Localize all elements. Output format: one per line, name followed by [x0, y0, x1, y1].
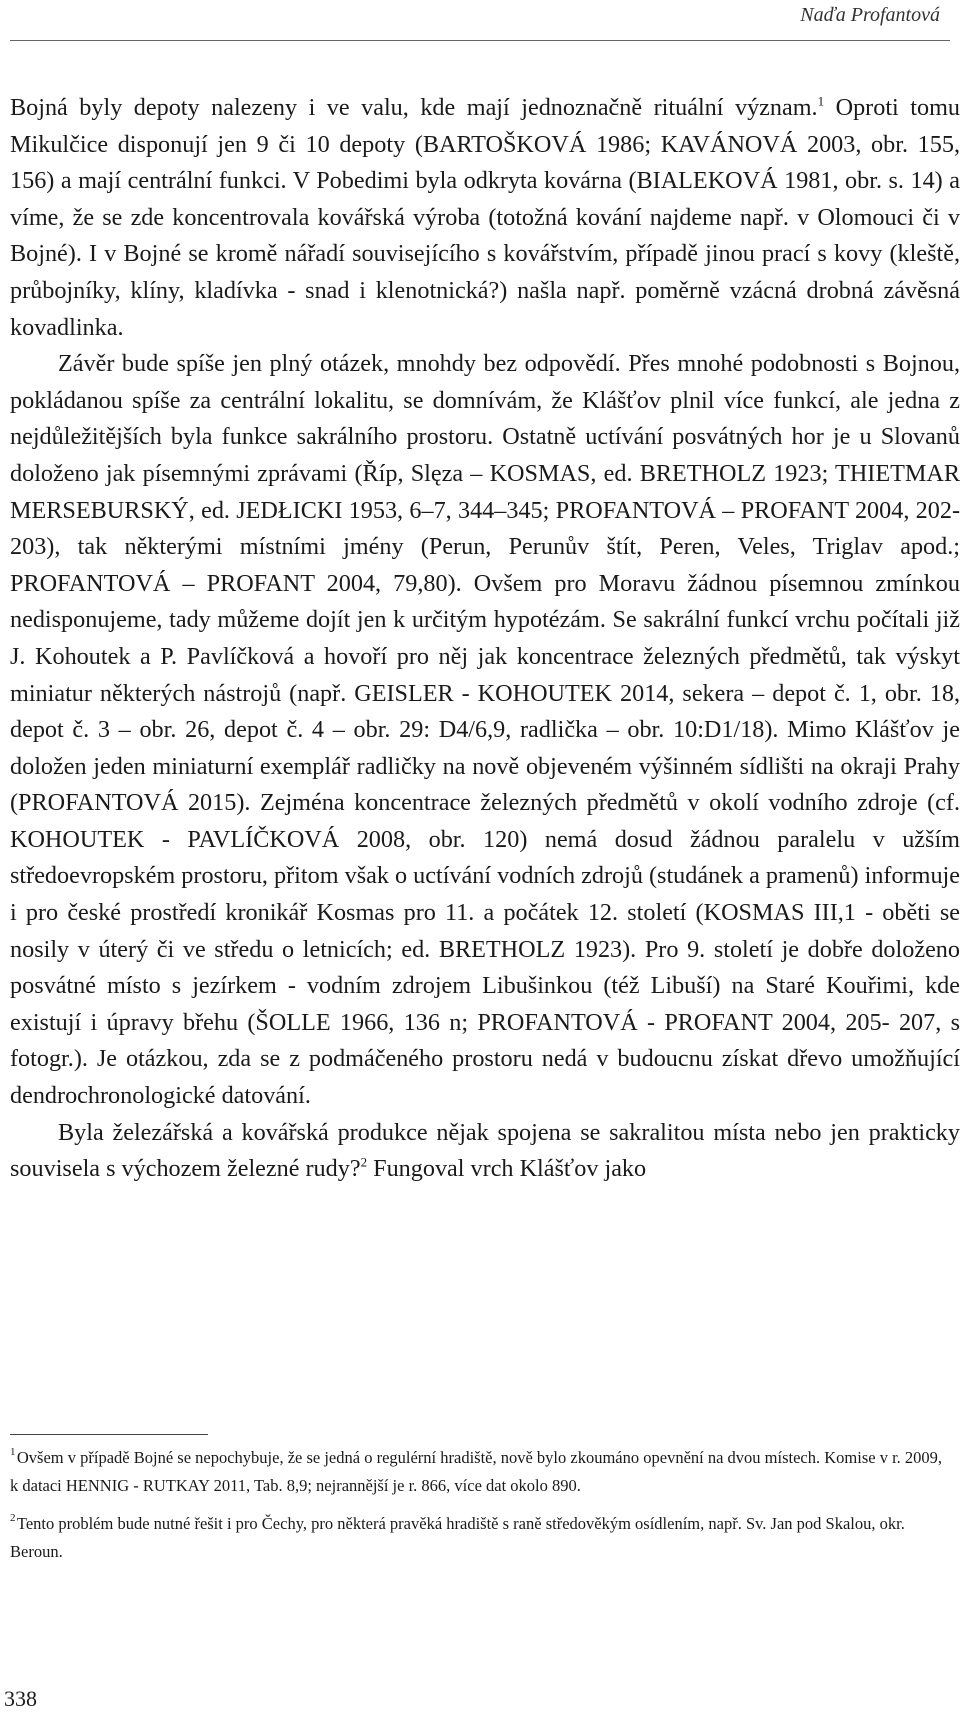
footnote-1-text: Ovšem v případě Bojné se nepochybuje, že se jedná o regulérní hradiště, nově bylo zkoumáno opevnění na dvou místech. Komise v r. 2009, k dataci HENNIG - RUTKAY 2011, Tab. 8,9; nejrannější je r. 866, více dat okolo 890.: [10, 1448, 943, 1495]
paragraph-3-text-end: Fungoval vrch Klášťov jako: [367, 1155, 647, 1183]
paragraph-2: Závěr bude spíše jen plný otázek, mnohdy bez odpovědí. Přes mnohé podobnosti s Bojnou, pokládanou spíše za centrální lokalitu, se domnívám, že Klášťov plnil více funkcí, ale jedna z nejdůležitějších byla funkce sakrálního prostoru. Ostatně uctívání posvátných hor je u Slovanů doloženo jak písemnými zprávami (Říp, Slęza – KOSMAS, ed. BRETHOLZ 1923; THIETMAR MERSEBURSKÝ, ed. JEDŁICKI 1953, 6–7, 344–345; PROFANTOVÁ – PROFANT 2004, 202-203), tak některými místními jmény (Perun, Perunův štít, Peren, Veles, Triglav apod.; PROFANTOVÁ – PROFANT 2004, 79,80). Ovšem pro Moravu žádnou písemnou zmínkou nedisponujeme, tady můžeme dojít jen k určitým hypotézám. Se sakrální funkcí vrchu počítali již J. Kohoutek a P. Pavlíčková a hovoří pro něj jak koncentrace železných předmětů, tak výskyt miniatur některých nástrojů (např. GEISLER - KOHOUTEK 2014, sekera – depot č. 1, obr. 18, depot č. 3 – obr. 26, depot č. 4 – obr. 29: D4/6,9, radlička – obr. 10:D1/18). Mimo Klášťov je doložen jeden miniaturní exemplář radličky na nově objeveném výšinném sídlišti na okraji Prahy (PROFANTOVÁ 2015). Zejména koncentrace železných předmětů v okolí vodního zdroje (cf. KOHOUTEK - PAVLÍČKOVÁ 2008, obr. 120) nemá dosud žádnou paralelu v užším středoevropském prostoru, přitom však o uctívání vodních zdrojů (studánek a pramenů) informuje i pro české prostředí kronikář Kosmas pro 11. a počátek 12. století (KOSMAS III,1 - oběti se nosily v úterý či ve středu o letnicích; ed. BRETHOLZ 1923). Pro 9. století je dobře doloženo posvátné místo s jezírkem - vodním zdrojem Libušinkou (též Libuší) na Staré Kouřimi, kde existují i úpravy břehu (ŠOLLE 1966, 136 n; PROFANTOVÁ - PROFANT 2004, 205- 207, s fotogr.). Je otázkou, zda se z podmáčeného prostoru nedá v budoucnu získat dřevo umožňující dendrochronologické datování.: [10, 350, 960, 1110]
running-header-author: Naďa Profantová: [800, 4, 940, 26]
running-header: [0, 0, 960, 44]
paragraph-1-text-end: Oproti tomu Mikulčice disponují jen 9 či 10 depoty (BARTOŠKOVÁ 1986; KAVÁNOVÁ 2003, obr. 155, 156) a mají centrální funkci. V Pobedimi byla odkryta kovárna (BIALEKOVÁ 1981, obr. s. 14) a víme, že se zde koncentrovala kovářská výroba (totožná kování najdeme např. v Olomouci či v Bojné). I v Bojné se kromě nářadí souvisejícího s kovářstvím, případě jinou prací s kovy (kleště, průbojníky, klíny, kladívka - snad i klenotnická?) našla např. poměrně vzácná drobná závěsná kovadlinka.: [10, 94, 960, 341]
footnote-2: [10, 1510, 944, 1566]
footnote-2-number: 2: [10, 1511, 16, 1524]
page-number: 338: [4, 1686, 37, 1711]
footnote-2-text: Tento problém bude nutné řešit i pro Čechy, pro některá pravěká hradiště s raně středověkým osídlením, např. Sv. Jan pod Skalou, okr. Beroun.: [10, 1514, 905, 1561]
footnote-ref-2: 2: [360, 1154, 368, 1170]
footnote-1-number: 1: [10, 1445, 16, 1458]
footnote-divider: [10, 1434, 208, 1435]
main-text: [10, 90, 960, 1188]
footnote-1: [10, 1444, 944, 1500]
paragraph-1: [10, 90, 960, 346]
footnote-ref-1: 1: [817, 93, 825, 109]
footnotes: [10, 1444, 944, 1576]
paragraph-3: [10, 1115, 960, 1188]
paragraph-1-text-start: Bojná byly depoty nalezeny i ve valu, kde mají jednoznačně rituální význam.: [10, 94, 818, 121]
header-divider: [10, 40, 950, 41]
paragraph-3-text-start: Byla železářská a kovářská produkce nějak spojena se sakralitou místa nebo jen prakticky souvisela s výchozem železné rudy?: [10, 1118, 960, 1183]
